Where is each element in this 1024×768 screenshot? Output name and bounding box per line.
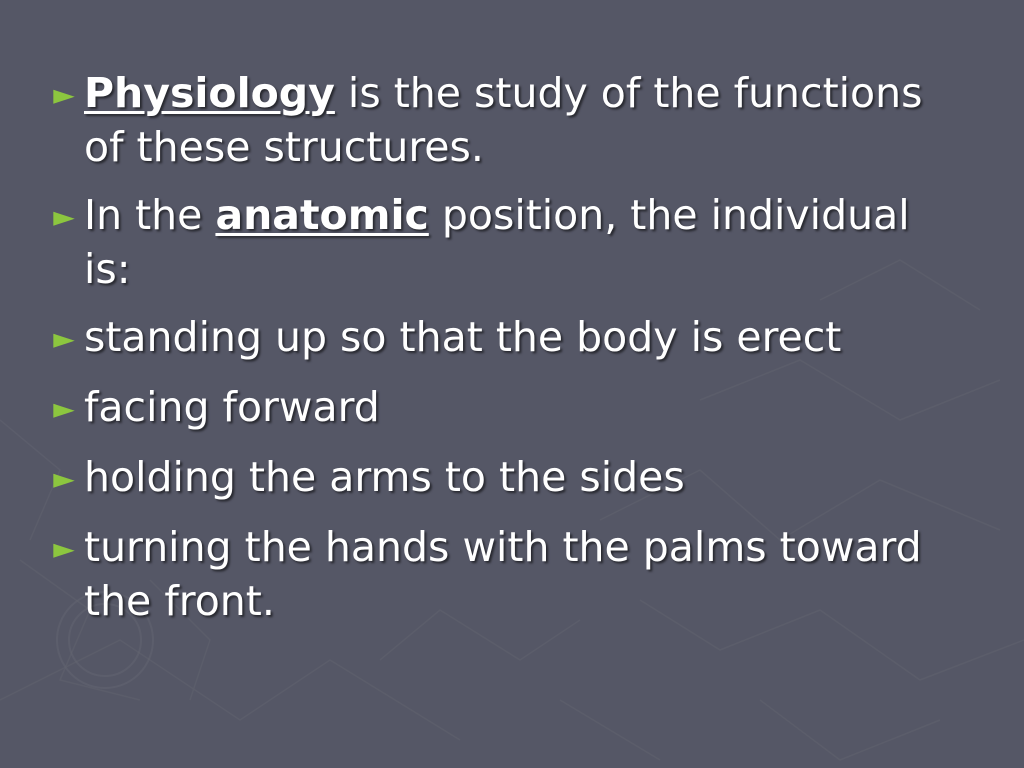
bullet-text-rest: position, the individual is: [84,191,910,293]
bullet-text: turning the hands with the palms toward the front. [84,523,922,625]
bullet-text [84,188,964,296]
triangle-bullet-icon: ► [53,322,75,355]
bullet-item [44,450,1004,506]
triangle-bullet-icon: ► [53,462,75,495]
bullet-text [84,66,964,174]
bullet-item [44,66,1004,174]
bullet-text: holding the arms to the sides [84,453,685,501]
bullet-text-rest: is the study of the functions of these structures. [84,69,923,171]
triangle-bullet-icon: ► [53,392,75,425]
bullet-text: facing forward [84,383,380,431]
bullet-text-lead: In the [84,191,216,239]
triangle-bullet-icon: ► [53,532,75,565]
key-term: Physiology [84,69,335,117]
triangle-bullet-icon: ► [53,200,75,233]
bullet-item [44,188,1004,296]
key-term: anatomic [215,191,429,239]
bullet-text: standing up so that the body is erect [84,313,842,361]
bullet-item [44,310,1004,366]
slide-body [44,66,1004,628]
triangle-bullet-icon: ► [53,78,75,111]
bullet-item [44,380,1004,436]
bullet-item [44,520,1004,628]
